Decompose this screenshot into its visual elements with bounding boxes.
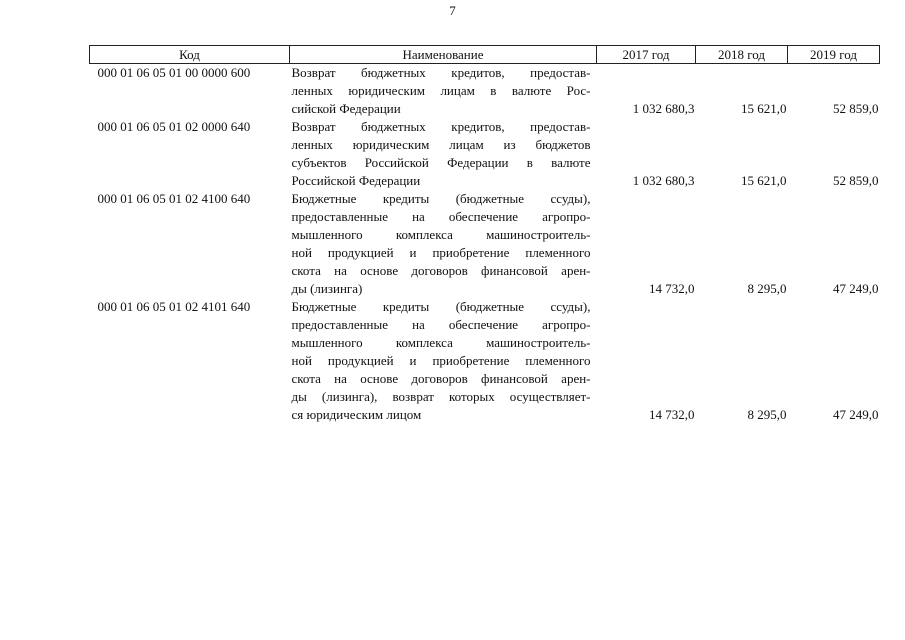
row-name bbox=[290, 118, 597, 190]
row-value-2018: 8 295,0 bbox=[747, 407, 787, 422]
header-year-2017: 2017 год bbox=[597, 46, 696, 64]
page-number: 7 bbox=[449, 3, 456, 18]
table-header-row bbox=[90, 46, 880, 64]
header-year-2018: 2018 год bbox=[696, 46, 788, 64]
row-name-line: ды (лизинга) bbox=[291, 281, 363, 296]
row-name bbox=[290, 190, 597, 298]
row-value-2018: 15 621,0 bbox=[741, 101, 787, 116]
row-name-line: ной продукцией и приобретение племенного bbox=[291, 245, 591, 260]
row-name-line: Российской Федерации bbox=[291, 173, 421, 188]
row-value-2017: 1 032 680,3 bbox=[632, 101, 695, 116]
header-year-2019: 2019 год bbox=[788, 46, 880, 64]
row-name-line: предоставленные на обеспечение агропро- bbox=[291, 317, 591, 332]
table-row bbox=[90, 190, 880, 298]
row-value-2017: 14 732,0 bbox=[649, 281, 695, 296]
row-name-line: ленных юридическим лицам в валюте Рос- bbox=[291, 83, 591, 98]
row-value-2019: 47 249,0 bbox=[833, 281, 879, 296]
row-code: 000 01 06 05 01 02 4100 640 bbox=[97, 191, 251, 206]
row-name-line: ды (лизинга), возврат которых осуществляет- bbox=[291, 389, 591, 404]
row-name-line: скота на основе договоров финансовой арен- bbox=[291, 263, 591, 278]
row-name-line: мышленного комплекса машиностроитель- bbox=[291, 335, 591, 350]
row-name-line: ся юридическим лицом bbox=[291, 407, 422, 422]
row-code: 000 01 06 05 01 00 0000 600 bbox=[97, 65, 251, 80]
row-name-line: субъектов Российской Федерации в валюте bbox=[291, 155, 591, 170]
table-row bbox=[90, 298, 880, 424]
row-name-line: Возврат бюджетных кредитов, предостав- bbox=[291, 119, 591, 134]
row-name-line: Возврат бюджетных кредитов, предостав- bbox=[291, 65, 591, 80]
row-value-2019: 52 859,0 bbox=[833, 101, 879, 116]
row-code: 000 01 06 05 01 02 0000 640 bbox=[97, 119, 251, 134]
row-value-2018: 15 621,0 bbox=[741, 173, 787, 188]
row-value-2019: 47 249,0 bbox=[833, 407, 879, 422]
table-body bbox=[90, 64, 880, 425]
row-name-line: мышленного комплекса машиностроитель- bbox=[291, 227, 591, 242]
row-value-2017: 14 732,0 bbox=[649, 407, 695, 422]
budget-sources-table bbox=[89, 45, 880, 424]
table-row bbox=[90, 118, 880, 190]
table-row bbox=[90, 64, 880, 119]
row-name bbox=[290, 298, 597, 424]
row-name-line: Бюджетные кредиты (бюджетные ссуды), bbox=[291, 299, 591, 314]
header-name: Наименование bbox=[290, 46, 597, 64]
row-name-line: ленных юридическим лицам из бюджетов bbox=[291, 137, 591, 152]
row-value-2018: 8 295,0 bbox=[747, 281, 787, 296]
row-name-line: ной продукцией и приобретение племенного bbox=[291, 353, 591, 368]
row-value-2019: 52 859,0 bbox=[833, 173, 879, 188]
row-name-line: предоставленные на обеспечение агропро- bbox=[291, 209, 591, 224]
row-name-line: сийской Федерации bbox=[291, 101, 401, 116]
row-code: 000 01 06 05 01 02 4101 640 bbox=[97, 299, 251, 314]
header-code: Код bbox=[90, 46, 290, 64]
row-name-line: Бюджетные кредиты (бюджетные ссуды), bbox=[291, 191, 591, 206]
row-value-2017: 1 032 680,3 bbox=[632, 173, 695, 188]
row-name bbox=[290, 64, 597, 119]
row-name-line: скота на основе договоров финансовой арен- bbox=[291, 371, 591, 386]
